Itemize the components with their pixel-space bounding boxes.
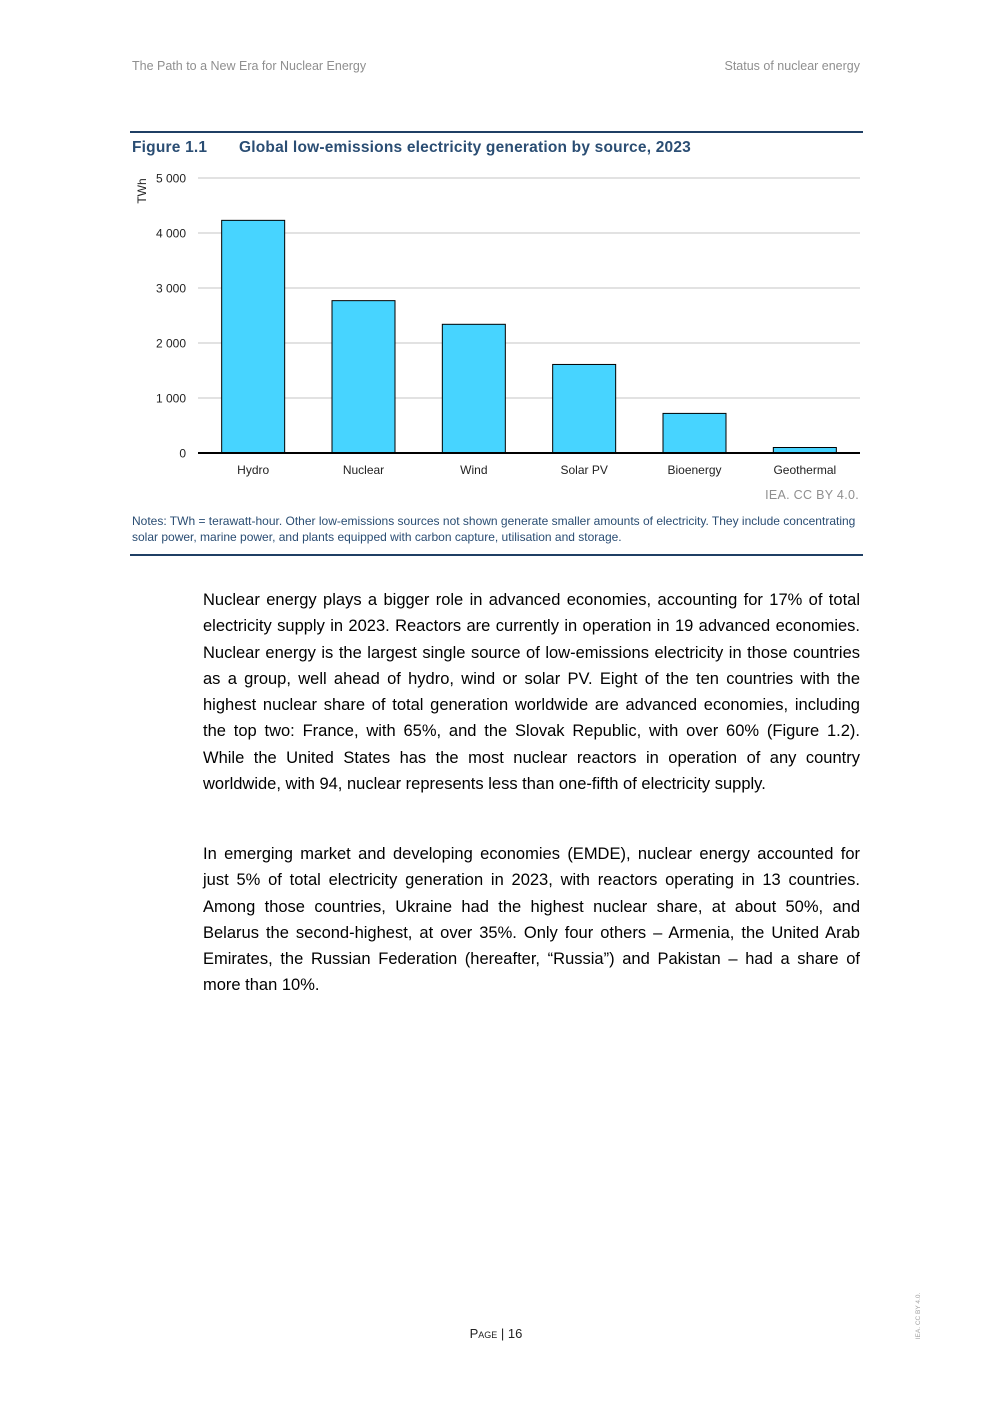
x-tick-label: Nuclear [342,463,385,477]
x-tick-label: Hydro [237,463,270,477]
bar-solar-pv [553,364,616,453]
figure-bottom-rule [130,554,863,556]
page-label: Page [469,1326,498,1341]
y-tick-label: 3 000 [155,281,186,296]
bar-hydro [222,220,285,453]
bar-nuclear [332,301,395,453]
y-tick-label: 1 000 [155,391,186,406]
figure-title: Global low-emissions electricity generation by source, 2023 [239,139,691,156]
figure-top-rule [130,131,863,133]
side-license-note: IEA. CC BY 4.0. [915,1292,922,1340]
page-separator: | [497,1326,508,1341]
x-tick-label: Bioenergy [667,463,722,477]
bar-bioenergy [663,413,726,453]
figure-caption [132,139,691,157]
page-number: 16 [507,1326,523,1341]
bar-wind [442,324,505,453]
x-tick-label: Geothermal [773,463,837,477]
x-tick-label: Solar PV [560,463,608,477]
y-tick-label: 5 000 [155,171,186,186]
y-axis-label: TWh [135,178,149,204]
figure-number: Figure 1.1 [132,139,208,156]
figure-notes: Notes: TWh = terawatt-hour. Other low-emissions sources not shown generate smaller amounts of electricity. They include concentrating solar power, marine power, and plants equipped with carbon capture, utilisation and storage. [132,514,856,544]
bar-chart [130,166,863,486]
y-tick-label: 0 [179,446,186,461]
body-paragraph-1: Nuclear energy plays a bigger role in advanced economies, accounting for 17% of total electricity supply in 2023. Reactors are currently in operation in 19 advanced economies. Nuclear energy is the largest single source of low-emissions electricity in those countries as a group, well ahead of hydro, wind or solar PV. Eight of the ten countries with the highest nuclear share of total generation worldwide are advanced economies, including the top two: France, with 65%, and the Slovak Republic, with over 60% (Figure 1.2). While the United States has the most nuclear reactors in operation of any country worldwide, with 94, nuclear represents less than one-fifth of electricity supply. [203,591,860,794]
running-header-title: The Path to a New Era for Nuclear Energy [132,59,367,73]
figure-credit: IEA. CC BY 4.0. [765,488,859,502]
page-footer [0,1326,992,1341]
running-header-section: Status of nuclear energy [724,59,860,73]
x-tick-label: Wind [460,463,488,477]
body-paragraph-2: In emerging market and developing economies (EMDE), nuclear energy accounted for just 5% of total electricity generation in 2023, with reactors operating in 13 countries. Among those countries, Ukraine had the highest nuclear share, at about 50%, and Belarus the second-highest, at over 35%. Only four others – Armenia, the United Arab Emirates, the Russian Federation (hereafter, “Russia”) and Pakistan – had a share of more than 10%. [203,845,860,995]
y-tick-label: 4 000 [155,226,186,241]
y-tick-label: 2 000 [155,336,186,351]
